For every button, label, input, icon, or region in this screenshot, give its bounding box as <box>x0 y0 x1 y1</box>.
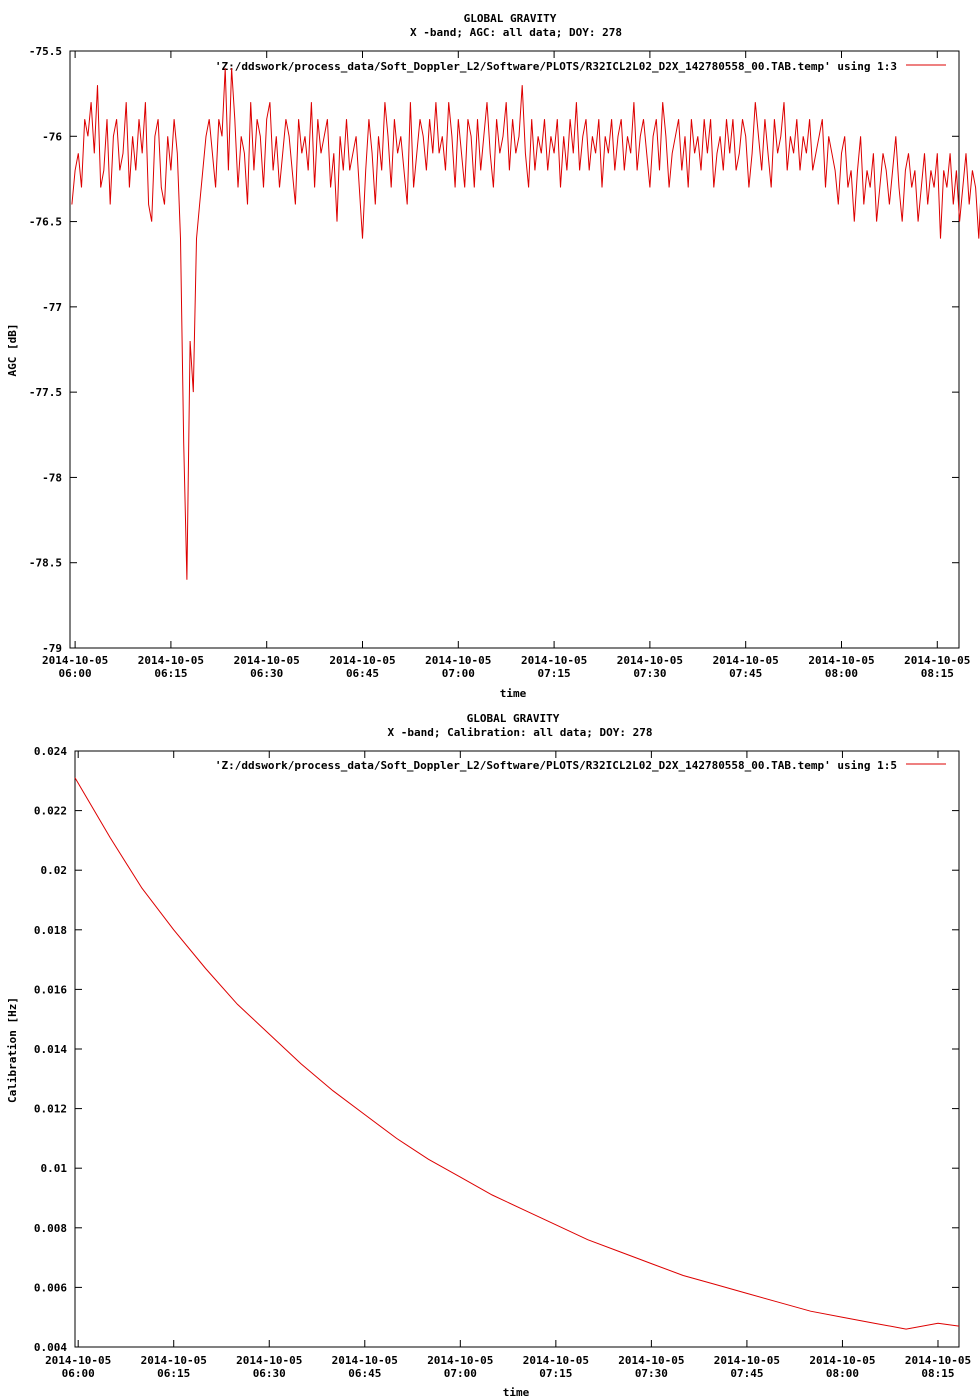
x-tick-date: 2014-10-05 <box>45 1354 112 1367</box>
x-tick-date: 2014-10-05 <box>713 1354 781 1367</box>
x-tick-time: 06:00 <box>61 1367 95 1380</box>
y-tick-label: -79 <box>42 642 62 655</box>
y-tick-label: -77 <box>42 300 62 314</box>
x-tick-date: 2014-10-05 <box>140 1354 207 1367</box>
x-tick-time: 07:00 <box>441 667 475 680</box>
x-tick-date: 2014-10-05 <box>236 1354 303 1367</box>
y-tick-label: 0.024 <box>33 745 67 758</box>
y-tick-label: -76 <box>42 130 62 144</box>
x-tick-time: 07:15 <box>539 1367 573 1380</box>
x-axis-label: time <box>499 687 527 700</box>
x-tick-time: 07:45 <box>729 667 763 680</box>
legend-label: 'Z:/ddswork/process_data/Soft_Doppler_L2/Software/PLOTS/R32ICL2L02_D2X_142780558_00.TAB.temp' using 1:3 <box>214 60 897 73</box>
agc-series <box>72 68 980 580</box>
x-tick-time: 06:45 <box>348 1367 382 1380</box>
y-tick-label: 0.01 <box>40 1162 67 1176</box>
x-tick-date: 2014-10-05 <box>41 654 109 667</box>
x-tick-time: 07:15 <box>537 667 571 680</box>
x-tick-time: 06:00 <box>58 667 92 680</box>
y-tick-label: -76.5 <box>28 215 62 229</box>
x-tick-time: 07:30 <box>634 1367 668 1380</box>
x-axis <box>45 751 971 1380</box>
y-tick-label: 0.018 <box>33 923 67 937</box>
x-tick-date: 2014-10-05 <box>520 654 588 667</box>
x-tick-date: 2014-10-05 <box>808 654 875 667</box>
x-tick-date: 2014-10-05 <box>329 654 396 667</box>
x-tick-date: 2014-10-05 <box>233 654 300 667</box>
y-tick-label: 0.012 <box>33 1102 67 1116</box>
x-tick-date: 2014-10-05 <box>904 1354 972 1367</box>
x-tick-time: 08:15 <box>921 1367 955 1380</box>
x-axis-label: time <box>502 1386 530 1399</box>
x-tick-time: 07:45 <box>730 1367 764 1380</box>
series-line <box>72 68 980 580</box>
y-tick-label: 0.022 <box>33 804 67 818</box>
chart-title: GLOBAL GRAVITY <box>466 712 560 725</box>
legend-label: 'Z:/ddswork/process_data/Soft_Doppler_L2/Software/PLOTS/R32ICL2L02_D2X_142780558_00.TAB.temp' using 1:5 <box>214 759 897 772</box>
x-tick-date: 2014-10-05 <box>904 654 971 667</box>
y-tick-label: -77.5 <box>28 386 62 400</box>
y-tick-label: -75.5 <box>28 45 62 58</box>
x-tick-time: 06:45 <box>345 667 380 680</box>
plot-frame <box>75 751 959 1347</box>
y-axis-label: AGC [dB] <box>6 323 19 377</box>
y-tick-label: 0.016 <box>33 983 67 997</box>
chart-title: GLOBAL GRAVITY <box>463 12 557 25</box>
x-tick-date: 2014-10-05 <box>427 1354 494 1367</box>
chart-subtitle: X -band; AGC: all data; DOY: 278 <box>410 26 622 39</box>
y-tick-label: 0.02 <box>40 864 67 878</box>
x-axis <box>42 51 970 680</box>
y-tick-label: -78.5 <box>28 556 62 570</box>
x-tick-time: 06:15 <box>157 1367 191 1380</box>
series-line <box>75 778 959 1329</box>
y-tick-label: 0.014 <box>33 1043 67 1056</box>
agc-chart <box>6 12 980 700</box>
x-tick-time: 07:00 <box>443 1367 477 1380</box>
x-tick-date: 2014-10-05 <box>616 654 684 667</box>
x-tick-time: 07:30 <box>633 667 667 680</box>
x-tick-time: 08:00 <box>824 667 859 680</box>
x-tick-time: 06:30 <box>250 667 284 680</box>
y-axis-label: Calibration [Hz] <box>6 997 19 1103</box>
x-tick-time: 08:15 <box>920 667 954 680</box>
x-tick-date: 2014-10-05 <box>809 1354 876 1367</box>
x-tick-date: 2014-10-05 <box>618 1354 685 1367</box>
chart-subtitle: X -band; Calibration: all data; DOY: 278 <box>387 726 653 739</box>
x-tick-date: 2014-10-05 <box>425 654 492 667</box>
y-tick-label: 0.006 <box>33 1281 67 1295</box>
x-tick-time: 06:30 <box>252 1367 286 1380</box>
x-tick-time: 08:00 <box>825 1367 860 1380</box>
calibration-chart <box>6 712 971 1399</box>
y-tick-label: -78 <box>42 471 62 485</box>
calibration-series <box>75 778 959 1329</box>
y-axis <box>34 745 959 1354</box>
y-tick-label: 0.004 <box>33 1341 67 1354</box>
x-tick-date: 2014-10-05 <box>712 654 779 667</box>
x-tick-date: 2014-10-05 <box>331 1354 398 1367</box>
x-tick-date: 2014-10-05 <box>522 1354 589 1367</box>
x-tick-date: 2014-10-05 <box>137 654 205 667</box>
y-tick-label: 0.008 <box>33 1221 67 1235</box>
x-tick-time: 06:15 <box>154 667 188 680</box>
